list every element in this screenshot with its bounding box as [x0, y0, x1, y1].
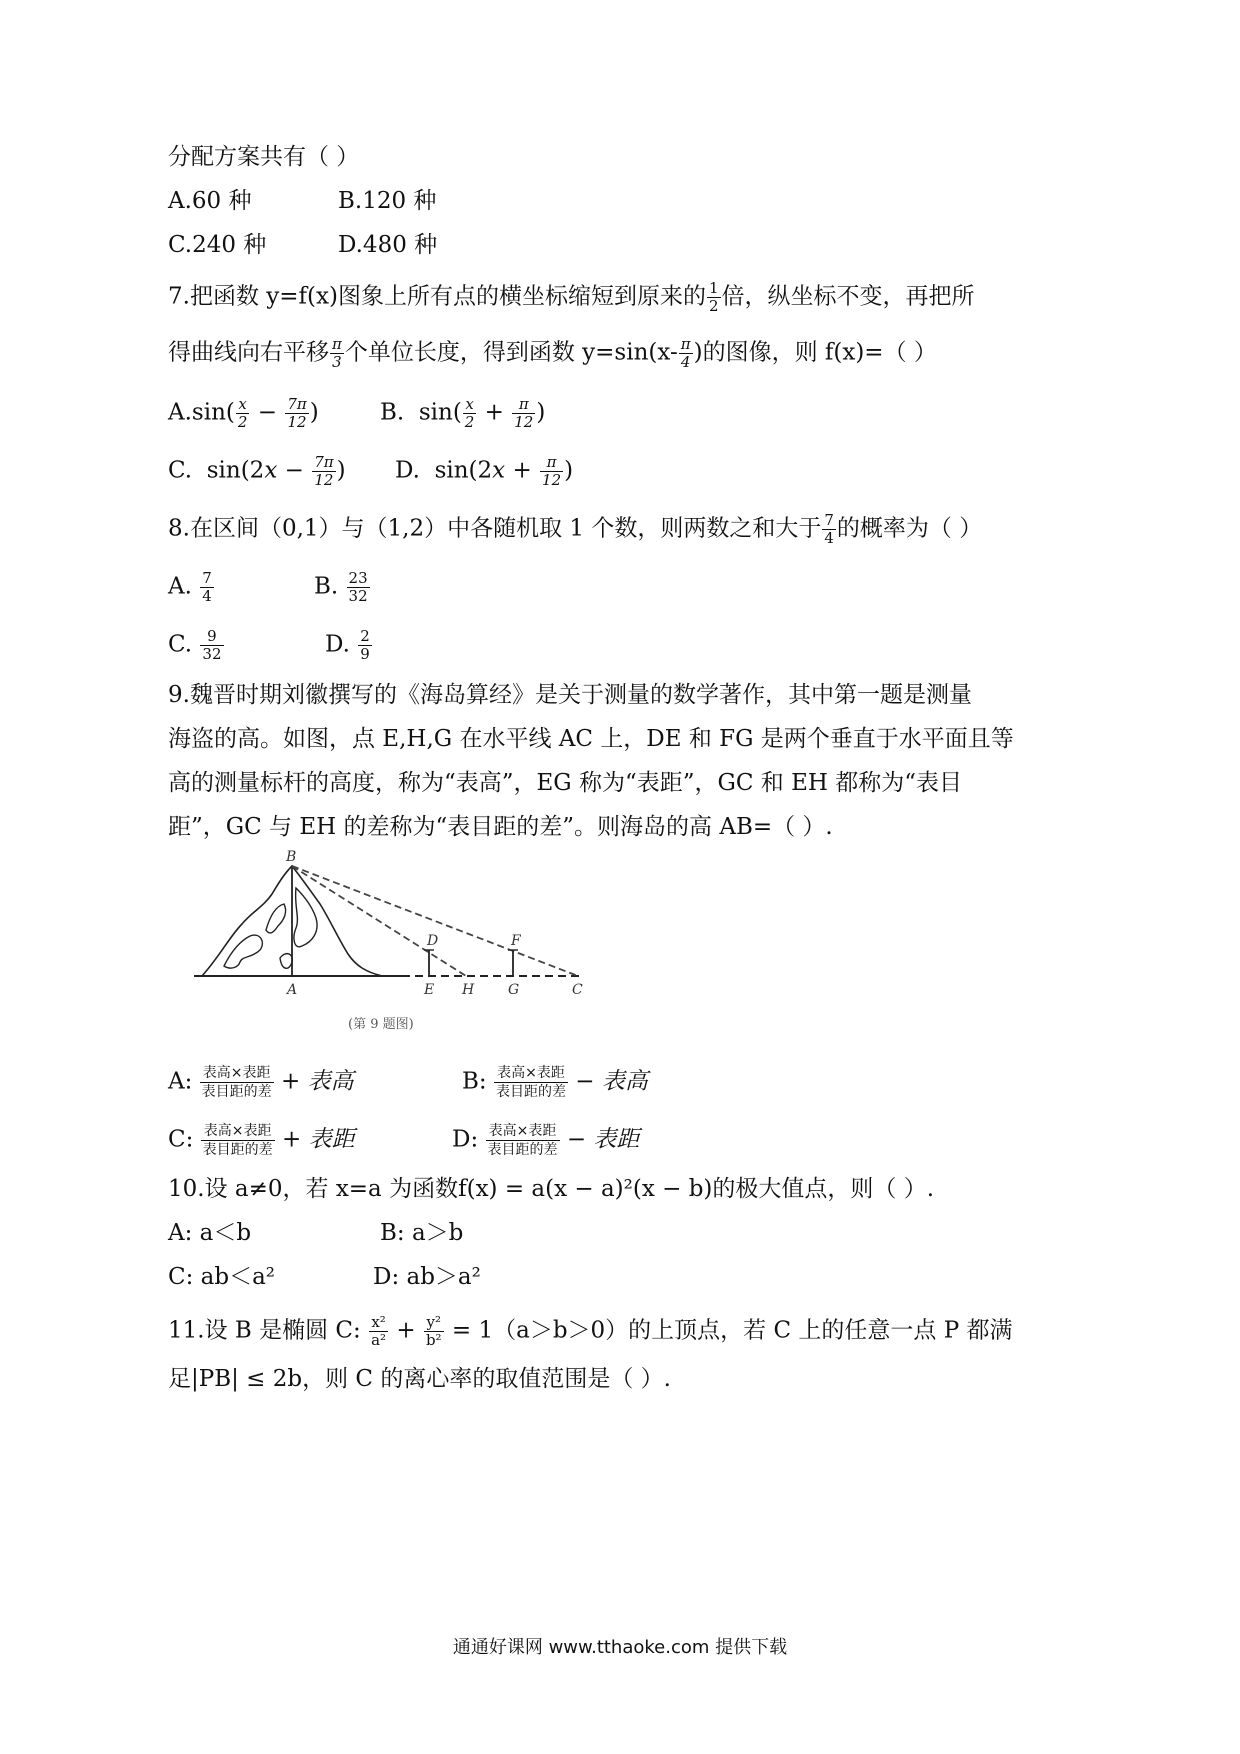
label-f: F [511, 933, 521, 949]
q10-option-b: B: a＞b [380, 1220, 464, 1246]
q6-option-c: C.240 种 [168, 232, 267, 258]
q9-option-c: C: $\frac{\text{表高×表距}}{\text{表目距的差}}$ + 表距 [168, 1123, 355, 1158]
q9-option-a: A: $\frac{\text{表高×表距}}{\text{表目距的差}}$ + 表高 [168, 1065, 354, 1100]
q7-line1: 7.把函数 y=f(x)图象上所有点的横坐标缩短到原来的 $\frac{1}{2}$ 倍，纵坐标不变，再把所 [168, 279, 975, 315]
q9-option-d: D: $\frac{\text{表高×表距}}{\text{表目距的差}}$ − 表距 [452, 1123, 640, 1158]
q7-option-d: D. sin(2x + $\frac{\pi}{12}$ ) [395, 453, 574, 489]
q10-question: 10.设 a≠0，若 x=a 为函数f(x) = a(x − a)²(x − b)的极大值点，则（ ）. [168, 1176, 935, 1202]
q8-option-b: B. $\frac{23}{32}$ [314, 569, 368, 605]
label-d: D [427, 933, 439, 949]
label-h: H [462, 982, 475, 998]
q8-option-d: D. $\frac{2}{9}$ [325, 627, 370, 663]
label-b: B [286, 849, 297, 865]
q6-option-b: B.120 种 [338, 188, 437, 214]
q6-option-d: D.480 种 [338, 232, 438, 258]
q11-line-2: 足|PB| ≤ 2b，则 C 的离心率的取值范围是（ ）. [168, 1366, 671, 1392]
q7-option-b: B. sin( $\frac{x}{2}$ + $\frac{\pi}{12}$ ) [380, 395, 546, 431]
label-c: C [572, 982, 583, 998]
q10-option-a: A: a＜b [168, 1220, 252, 1246]
q8-option-c: C. $\frac{9}{32}$ [168, 627, 222, 663]
q10-option-c: C: ab＜a² [168, 1264, 276, 1290]
q7-option-c: C. sin(2x − $\frac{7\pi}{12}$ ) [168, 453, 346, 489]
label-g: G [508, 982, 520, 998]
q7-line2: 得曲线向右平移 $\frac{\pi}{3}$ 个单位长度，得到函数 y=sin(x- $\frac{\pi}{4}$ )的图像，则 f(x)=（ ） [168, 335, 937, 371]
q9-line-3: 高的测量标杆的高度，称为“表高”，EG 称为“表距”，GC 和 EH 都称为“表目 [168, 770, 963, 796]
q9-line-4: 距”，GC 与 EH 的差称为“表目距的差”。则海岛的高 AB=（ ）. [168, 814, 833, 840]
fraction-pi-4: $\frac{\pi}{4}$ [680, 335, 691, 371]
q11-line-1: 11.设 B 是椭圆 C: $\frac{\text{x²}}{\text{a²}}$ + $\frac{\text{y²}}{\text{b²}}$ = 1（a＞b＞0）的上顶点，若 C 上的任意一点 P 都满 [168, 1313, 1013, 1349]
q10-option-d: D: ab＞a² [373, 1264, 481, 1290]
q9-line-1: 9.魏晋时期刘徽撰写的《海岛算经》是关于测量的数学著作，其中第一题是测量 [168, 682, 972, 708]
q8-question: 8.在区间（0,1）与（1,2）中各随机取 1 个数，则两数之和大于 $\frac{7}{4}$ 的概率为（ ） [168, 511, 983, 547]
q8-option-a: A. $\frac{7}{4}$ [168, 569, 212, 605]
q6-tail: 分配方案共有（ ） [168, 144, 360, 170]
figure-caption: (第 9 题图) [348, 1017, 414, 1032]
island-figure [180, 846, 600, 1046]
q6-option-a: A.60 种 [168, 188, 252, 214]
fraction-pi-3: $\frac{\pi}{3}$ [332, 335, 342, 371]
label-a: A [287, 982, 298, 998]
label-e: E [424, 982, 435, 998]
footer-source: 通通好课网 www.tthaoke.com 提供下载 [452, 1637, 788, 1658]
fraction-half: $\frac{1}{2}$ [708, 279, 719, 315]
fraction-7-4: $\frac{7}{4}$ [824, 511, 834, 547]
q10-formula: f(x) = a(x − a)²(x − b) [458, 1176, 713, 1202]
q7-option-a: A.sin( $\frac{x}{2}$ − $\frac{7\pi}{12}$ ) [168, 395, 319, 431]
q9-option-b: B: $\frac{\text{表高×表距}}{\text{表目距的差}}$ − 表高 [462, 1065, 648, 1100]
q9-line-2: 海盗的高。如图，点 E,H,G 在水平线 AC 上，DE 和 FG 是两个垂直于水平面且等 [168, 726, 1014, 752]
